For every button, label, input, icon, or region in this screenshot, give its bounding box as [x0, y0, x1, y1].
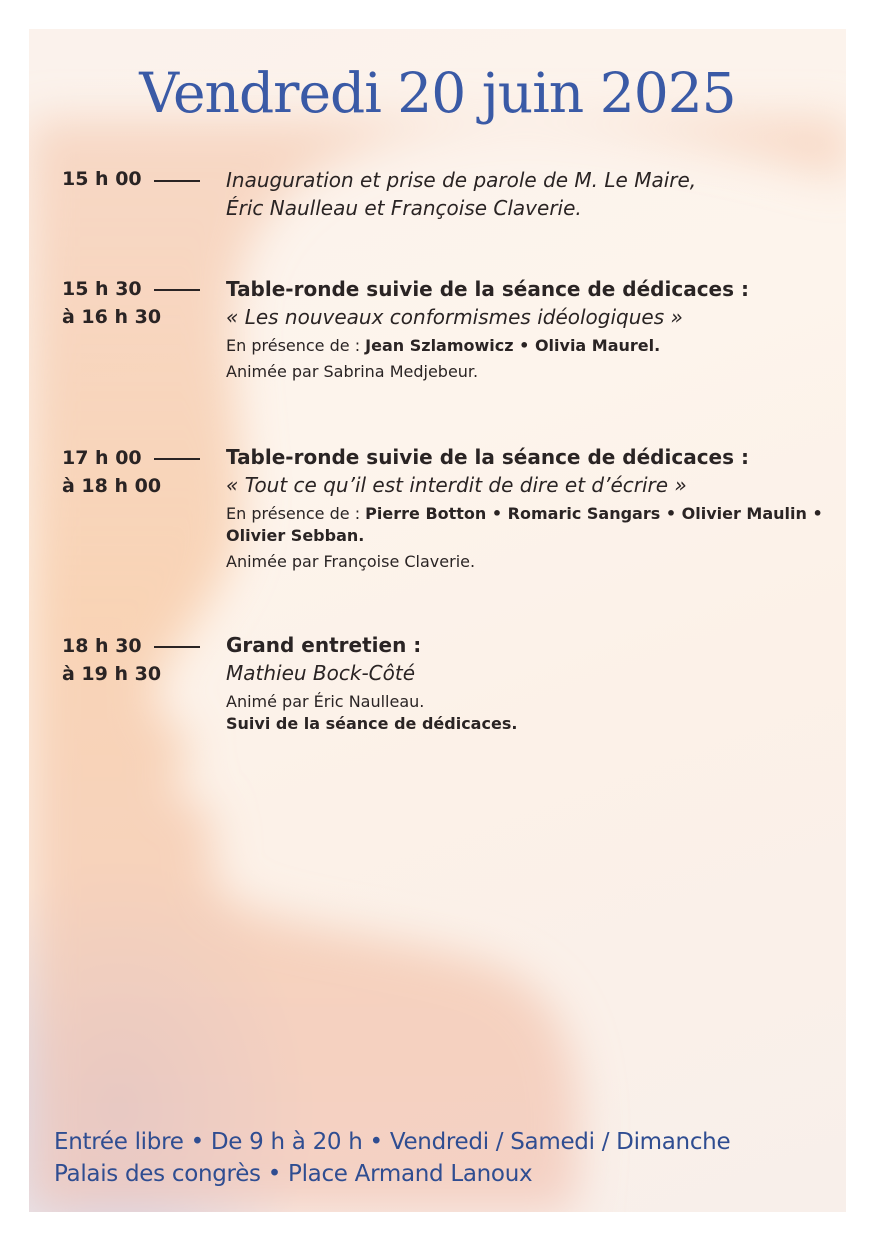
- event-3-presence: [226, 503, 836, 525]
- event-1-line-2: Éric Naulleau et Françoise Claverie.: [226, 196, 582, 220]
- presence-names: Jean Szlamowicz • Olivia Maurel.: [365, 336, 661, 355]
- event-2-presence: [226, 335, 836, 357]
- presence-names: Pierre Botton • Romaric Sangars • Olivier Maulin •: [365, 504, 823, 523]
- footer-line-2: Palais des congrès • Place Armand Lanoux: [54, 1161, 533, 1187]
- event-1-content: [226, 166, 836, 222]
- page-title: Vendredi 20 juin 2025: [139, 61, 736, 125]
- event-4-dash: [154, 646, 200, 648]
- event-2-heading: Table-ronde suivie de la séance de dédicaces :: [226, 277, 749, 301]
- event-3-time-start: 17 h 00: [62, 447, 142, 469]
- event-2-time-end: à 16 h 30: [62, 306, 162, 328]
- event-3-dash: [154, 458, 200, 460]
- poster: [29, 29, 846, 1212]
- event-4-time-start: 18 h 30: [62, 635, 142, 657]
- event-4-note: Suivi de la séance de dédicaces.: [226, 714, 518, 733]
- presence-prefix: En présence de :: [226, 336, 366, 355]
- event-4-subtitle: Mathieu Bock-Côté: [226, 661, 416, 685]
- footer-line-1: Entrée libre • De 9 h à 20 h • Vendredi / Samedi / Dimanche: [54, 1129, 731, 1155]
- event-3-content: [226, 443, 836, 573]
- event-2-time-start: 15 h 30: [62, 278, 142, 300]
- event-2-dash: [154, 289, 200, 291]
- event-3-subtitle: « Tout ce qu’il est interdit de dire et d’écrire »: [226, 473, 687, 497]
- event-2-host: Animée par Sabrina Medjebeur.: [226, 362, 479, 381]
- event-4-time-end: à 19 h 30: [62, 663, 162, 685]
- presence-prefix: En présence de :: [226, 504, 366, 523]
- event-1-line-1: Inauguration et prise de parole de M. Le Maire,: [226, 168, 697, 192]
- event-2-subtitle: « Les nouveaux conformismes idéologiques »: [226, 305, 683, 329]
- event-3-presence-cont: Olivier Sebban.: [226, 526, 365, 545]
- event-4-heading: Grand entretien :: [226, 633, 422, 657]
- event-3-heading: Table-ronde suivie de la séance de dédicaces :: [226, 445, 749, 469]
- event-1-time-start: 15 h 00: [62, 168, 142, 190]
- event-1-dash: [154, 180, 200, 182]
- event-3-time-end: à 18 h 00: [62, 475, 162, 497]
- footer: [54, 1126, 730, 1190]
- event-2-content: [226, 275, 836, 383]
- event-4-host: Animé par Éric Naulleau.: [226, 692, 425, 711]
- event-4-content: [226, 631, 836, 735]
- event-3-host: Animée par Françoise Claverie.: [226, 552, 476, 571]
